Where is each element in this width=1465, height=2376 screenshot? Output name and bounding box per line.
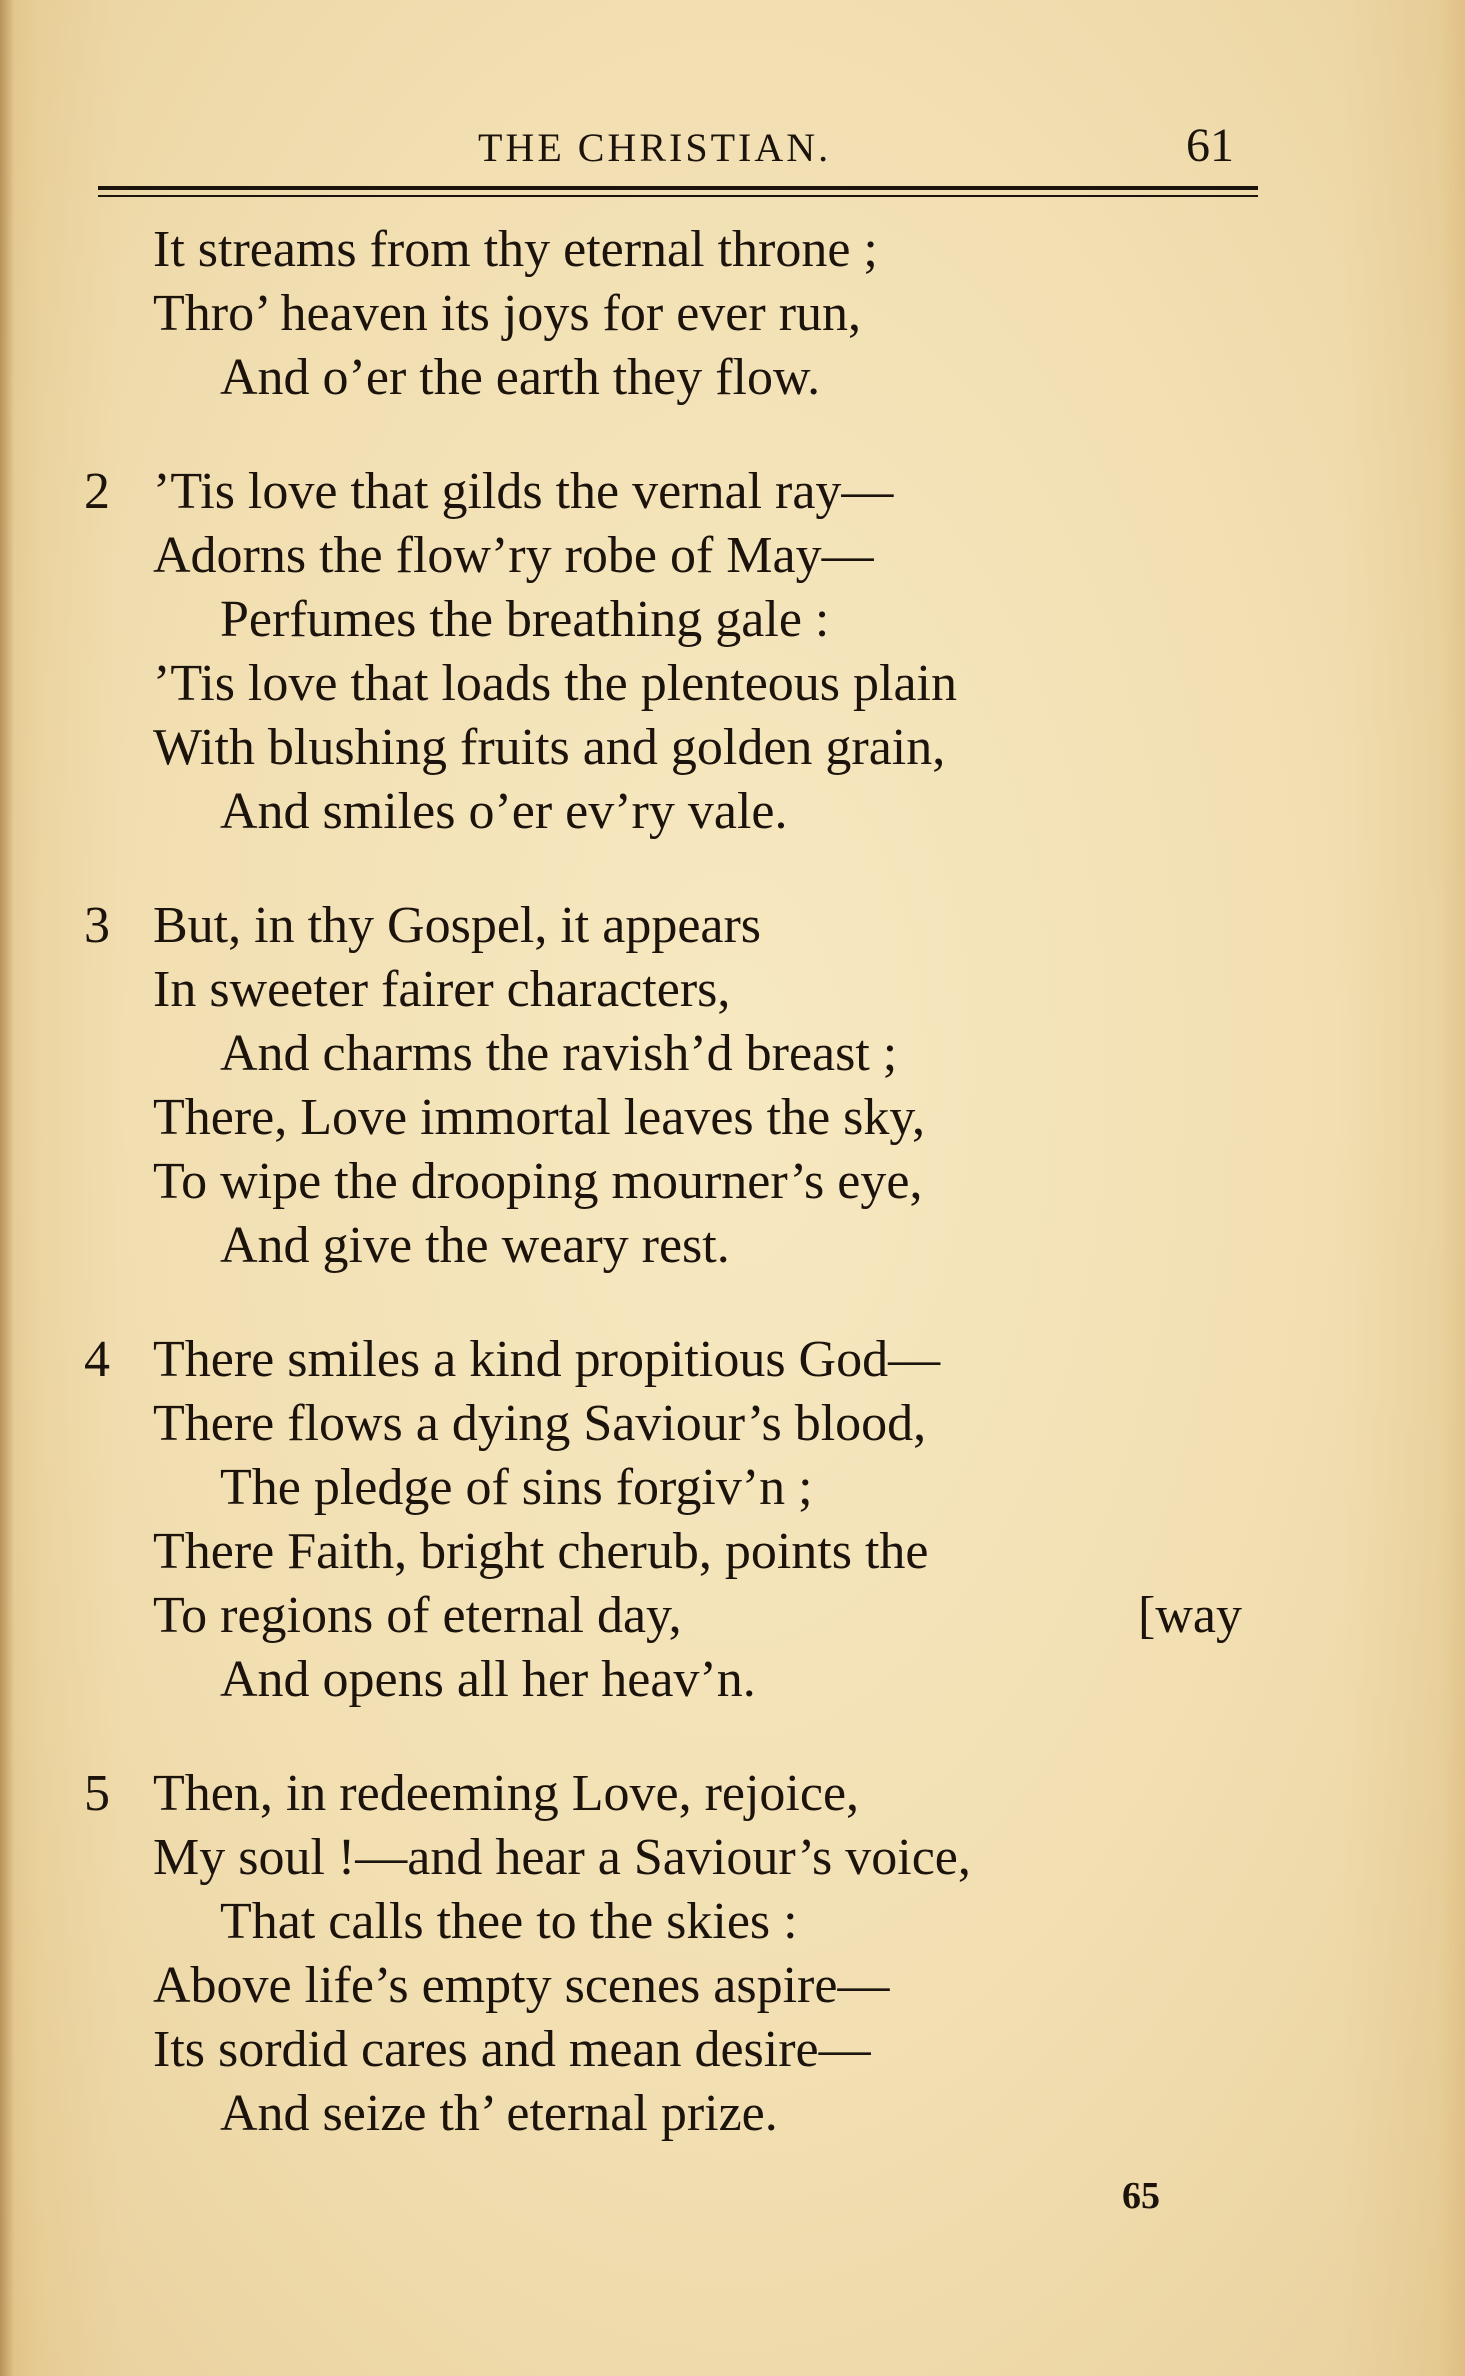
verse-line: Perfumes the breathing gale : <box>220 591 830 648</box>
verse-line: In sweeter fairer characters, <box>153 961 731 1018</box>
hymn-text <box>0 218 1465 2146</box>
verse-line: With blushing fruits and golden grain, <box>153 719 946 776</box>
verse-line: There, Love immortal leaves the sky, <box>153 1089 926 1146</box>
verse-line: Its sordid cares and mean desire— <box>153 2021 871 2078</box>
verse-line: Above life’s empty scenes aspire— <box>153 1957 890 2014</box>
verse-line: And o’er the earth they flow. <box>220 349 821 406</box>
verse-line: To wipe the drooping mourner’s eye, <box>153 1153 923 1210</box>
turnover-word: [way <box>1138 1587 1242 1644</box>
verse-line: The pledge of sins forgiv’n ; <box>220 1459 813 1516</box>
verse-line: That calls thee to the skies : <box>220 1893 798 1950</box>
verse-line: And seize th’ eternal prize. <box>220 2085 778 2142</box>
page-number: 61 <box>1186 119 1234 172</box>
verse-line: ’Tis love that loads the plenteous plain <box>153 655 957 712</box>
verse-line: And smiles o’er ev’ry vale. <box>220 783 788 840</box>
header-rule-thick <box>98 186 1258 190</box>
signature-mark: 65 <box>1122 2175 1160 2217</box>
verse-line: Adorns the flow’ry robe of May— <box>153 527 874 584</box>
verse-line: 5 Then, in redeeming Love, rejoice, <box>0 1762 1465 1826</box>
running-head: THE CHRISTIAN. <box>478 125 832 170</box>
header-rule-thin <box>98 195 1258 197</box>
verse-line: 3 But, in thy Gospel, it appears <box>0 894 1465 958</box>
verse-line: And opens all her heav’n. <box>220 1651 756 1708</box>
verse-line: There Faith, bright cherub, points the <box>153 1523 929 1580</box>
verse-line: It streams from thy eternal throne ; <box>153 221 878 278</box>
stanza-number: 4 <box>84 1331 110 1388</box>
verse-line: There flows a dying Saviour’s blood, <box>153 1395 927 1452</box>
verse-line: Thro’ heaven its joys for ever run, <box>153 285 862 342</box>
verse-line: 2 ’Tis love that gilds the vernal ray— <box>0 460 1465 524</box>
page-header <box>0 118 1465 178</box>
stanza-number: 2 <box>84 463 110 520</box>
verse-line: And charms the ravish’d breast ; <box>220 1025 898 1082</box>
verse-line: To regions of eternal day, [way <box>0 1584 1465 1648</box>
stanza-number: 3 <box>84 897 110 954</box>
verse-line: And give the weary rest. <box>220 1217 730 1274</box>
verse-line: 4 There smiles a kind propitious God— <box>0 1328 1465 1392</box>
stanza-number: 5 <box>84 1765 110 1822</box>
verse-line: My soul !—and hear a Saviour’s voice, <box>153 1829 971 1886</box>
